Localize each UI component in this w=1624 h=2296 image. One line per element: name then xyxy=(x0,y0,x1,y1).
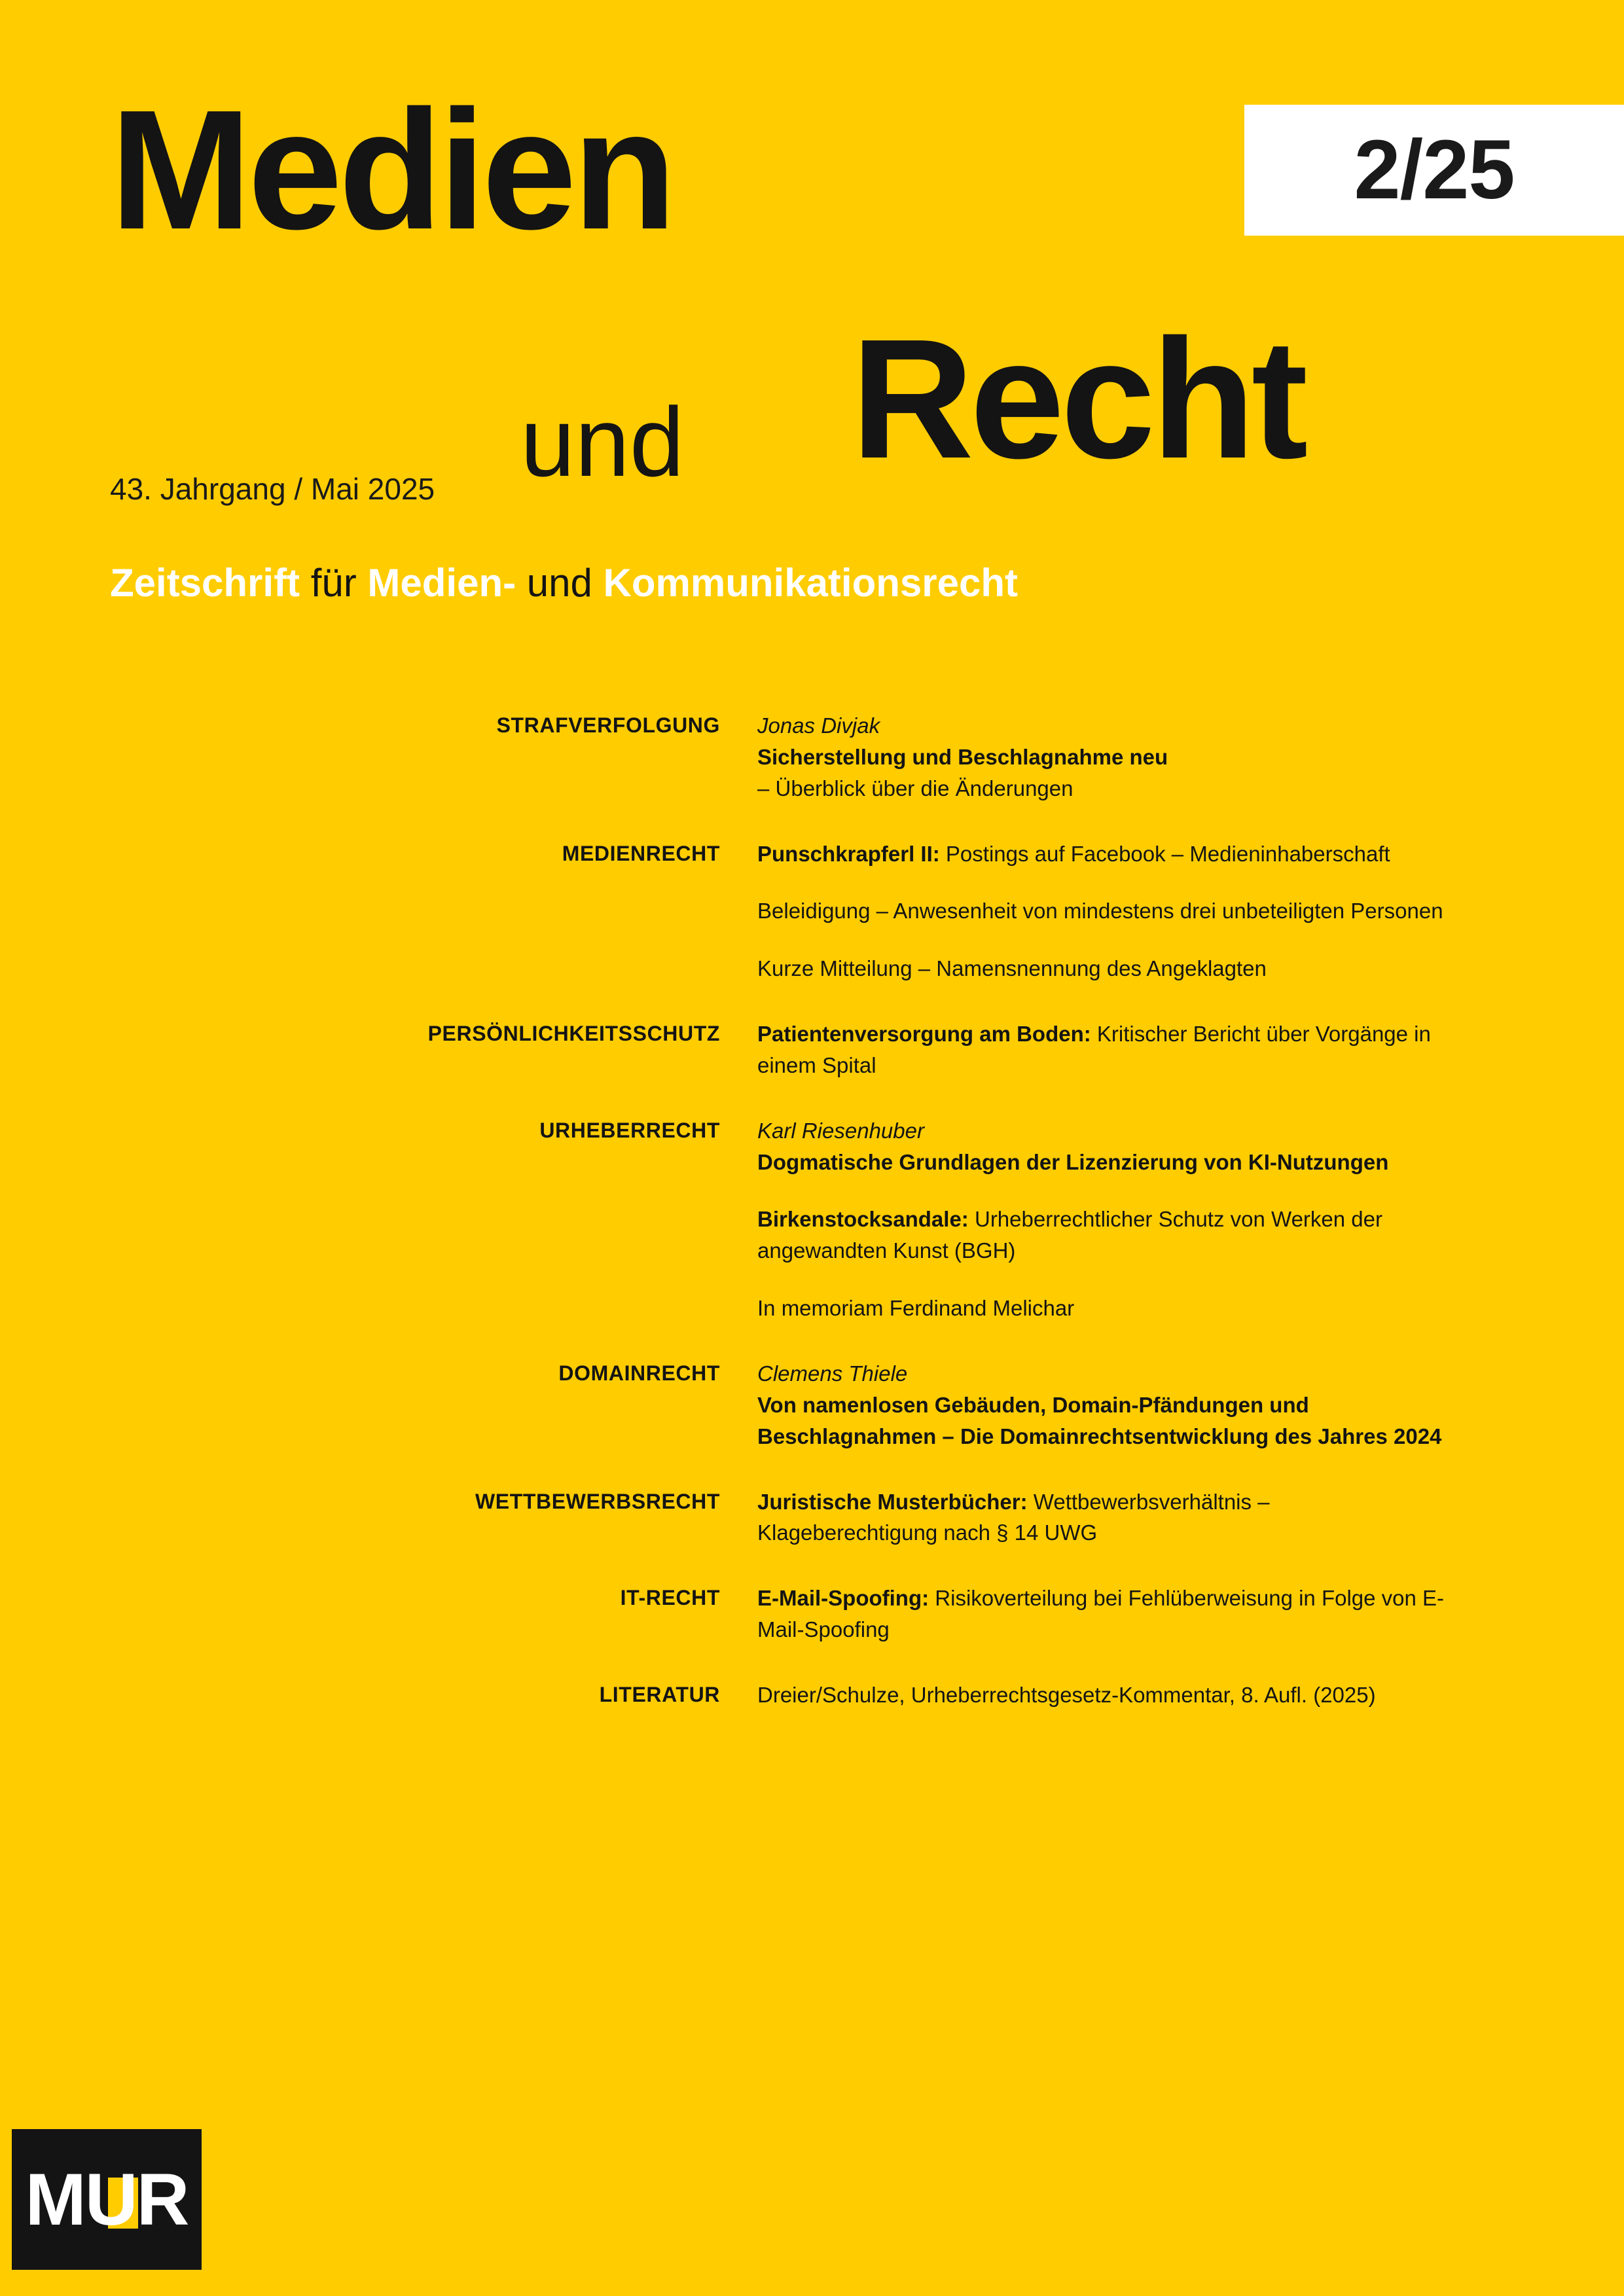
toc-item-title: Birkenstocksandale: xyxy=(757,1207,969,1232)
toc-category-label: MEDIENRECHT xyxy=(562,841,720,865)
toc-item[interactable] xyxy=(757,1486,1451,1549)
toc-item[interactable] xyxy=(757,895,1451,927)
toc-item-subtitle: – Überblick über die Änderungen xyxy=(757,776,1074,800)
journal-title-recht: Recht xyxy=(851,304,1305,494)
issue-badge xyxy=(1244,105,1624,236)
toc-item-author: Jonas Divjak xyxy=(757,713,880,738)
toc-item-author: Clemens Thiele xyxy=(757,1361,908,1386)
toc-entry-body xyxy=(757,1486,1451,1549)
toc-item-subtitle: Risikoverteilung bei Fehlüberweisung in Folge von E-Mail-Spoofing xyxy=(757,1586,1445,1642)
toc-entry xyxy=(0,838,1624,985)
subtitle-word-1: Zeitschrift xyxy=(110,561,300,605)
toc-entry xyxy=(0,1358,1624,1452)
toc-entry-body xyxy=(757,1583,1451,1645)
toc-entry-body xyxy=(757,1679,1451,1711)
toc-item[interactable] xyxy=(757,1204,1451,1266)
toc-item-title: Punschkrapferl II: xyxy=(757,841,940,866)
toc-category-label: DOMAINRECHT xyxy=(558,1361,720,1385)
toc-item-title: Patientenversorgung am Boden: xyxy=(757,1022,1091,1047)
toc-category-label: WETTBEWERBSRECHT xyxy=(475,1489,720,1513)
toc-item-title: Von namenlosen Gebäuden, Domain-Pfändungen und Beschlagnahmen – Die Domainrechtsentwicklung des Jahres 2024 xyxy=(757,1392,1442,1448)
toc-item-subtitle: Kritischer Bericht über Vorgänge in einem Spital xyxy=(757,1022,1431,1077)
subtitle-word-2: für xyxy=(310,561,357,605)
toc-category-label: IT-RECHT xyxy=(620,1586,720,1610)
toc-item[interactable] xyxy=(757,1293,1451,1324)
issue-number: 2/25 xyxy=(1354,123,1515,217)
toc-item-subtitle: Postings auf Facebook – Medieninhaberschaft xyxy=(939,841,1390,866)
toc-item-title: E-Mail-Spoofing: xyxy=(757,1586,929,1611)
journal-title-und: und xyxy=(520,387,685,497)
journal-title-medien: Medien xyxy=(110,75,673,265)
toc-category-label: PERSÖNLICHKEITSSCHUTZ xyxy=(427,1022,720,1046)
toc-entry xyxy=(0,1018,1624,1081)
toc-item[interactable] xyxy=(757,710,1451,804)
table-of-contents xyxy=(0,710,1624,1711)
toc-item-subtitle: Urheberrechtlicher Schutz von Werken der angewandten Kunst (BGH) xyxy=(757,1207,1382,1263)
toc-item-title: Dogmatische Grundlagen der Lizenzierung von KI-Nutzungen xyxy=(757,1149,1389,1174)
subtitle-word-4: und xyxy=(526,561,592,605)
toc-entry xyxy=(0,1583,1624,1645)
toc-item-author: Karl Riesenhuber xyxy=(757,1118,924,1143)
toc-entry xyxy=(0,1679,1624,1711)
toc-item[interactable] xyxy=(757,1583,1451,1645)
toc-item[interactable] xyxy=(757,953,1451,984)
subtitle-word-5: Kommunikationsrecht xyxy=(603,561,1018,605)
toc-item-subtitle: Kurze Mitteilung – Namensnennung des Angeklagten xyxy=(757,956,1267,981)
publisher-logo-text xyxy=(25,2158,189,2240)
toc-entry xyxy=(0,1486,1624,1549)
toc-item-title: Juristische Musterbücher: xyxy=(757,1489,1028,1514)
toc-item[interactable] xyxy=(757,1115,1451,1178)
logo-letters: MUR xyxy=(25,2158,189,2240)
toc-item-subtitle: Dreier/Schulze, Urheberrechtsgesetz-Kommentar, 8. Aufl. (2025) xyxy=(757,1682,1376,1707)
toc-entry xyxy=(0,710,1624,804)
toc-item[interactable] xyxy=(757,1679,1451,1711)
journal-subtitle xyxy=(110,560,1018,607)
volume-date-line: 43. Jahrgang / Mai 2025 xyxy=(110,472,435,506)
subtitle-word-3: Medien- xyxy=(367,561,516,605)
toc-entry-body xyxy=(757,838,1451,985)
toc-category-label: LITERATUR xyxy=(599,1682,720,1706)
toc-item-subtitle: In memoriam Ferdinand Melichar xyxy=(757,1296,1075,1321)
toc-category-label: URHEBERRECHT xyxy=(539,1118,720,1142)
toc-category-label: STRAFVERFOLGUNG xyxy=(496,713,720,737)
toc-item[interactable] xyxy=(757,838,1451,870)
toc-entry-body xyxy=(757,710,1451,804)
cover-masthead xyxy=(0,0,1624,694)
toc-entry-body xyxy=(757,1358,1451,1452)
toc-item-subtitle: Wettbewerbsverhältnis – Klageberechtigung nach § 14 UWG xyxy=(757,1489,1270,1545)
toc-item[interactable] xyxy=(757,1018,1451,1081)
toc-entry xyxy=(0,1115,1624,1324)
toc-entry-body xyxy=(757,1115,1451,1324)
toc-item-subtitle: Beleidigung – Anwesenheit von mindestens drei unbeteiligten Personen xyxy=(757,899,1443,924)
toc-item-title: Sicherstellung und Beschlagnahme neu xyxy=(757,744,1168,769)
toc-entry-body xyxy=(757,1018,1451,1081)
publisher-logo xyxy=(12,2129,202,2270)
toc-item[interactable] xyxy=(757,1358,1451,1452)
